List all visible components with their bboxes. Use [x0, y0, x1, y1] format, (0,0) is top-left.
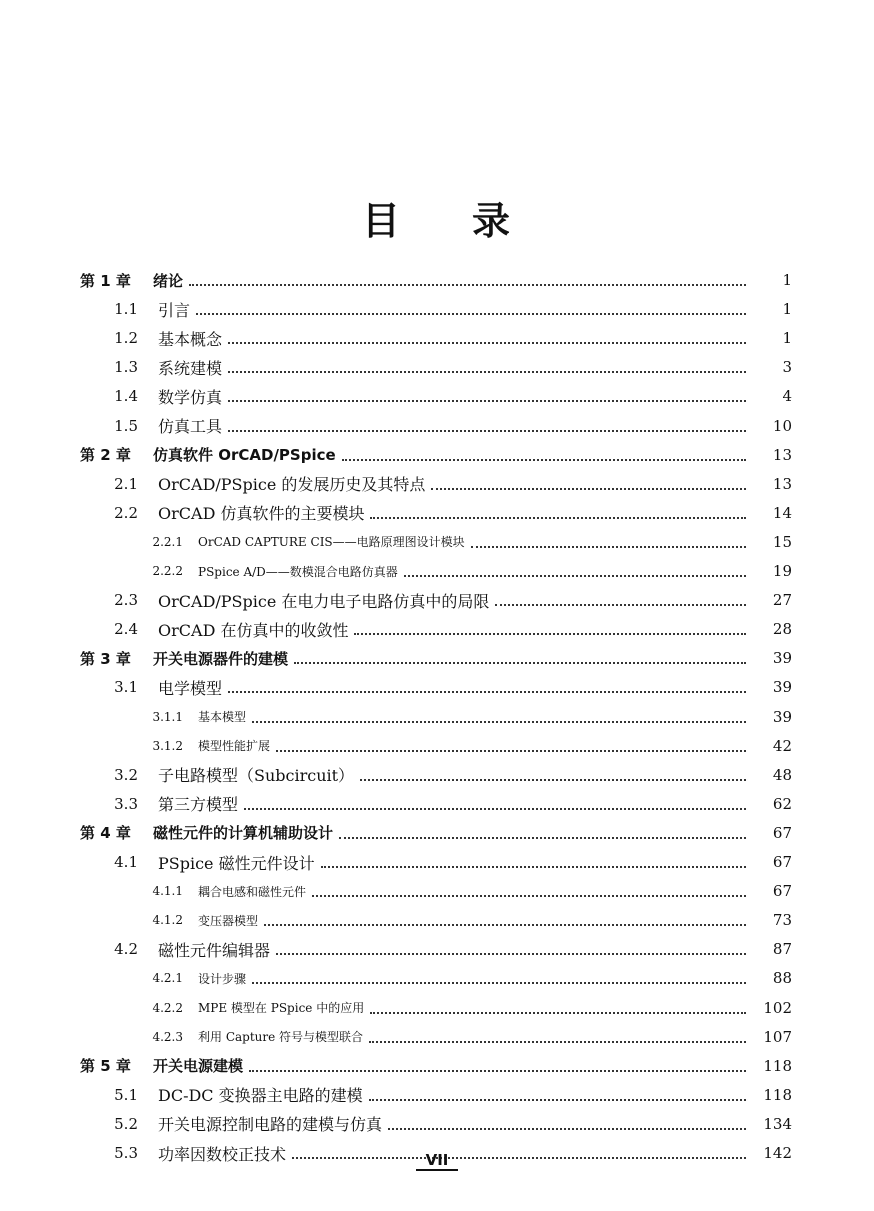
page-number: VII — [416, 1151, 459, 1171]
toc-entry-title: 耦合电感和磁性元件 — [198, 884, 307, 899]
toc-entry-page: 134 — [763, 1114, 792, 1133]
toc-entry-page: 28 — [772, 620, 792, 639]
toc-entry-page: 142 — [763, 1144, 792, 1162]
toc-entry-number: 2.3 — [114, 591, 138, 610]
toc-entry-sub — [0, 732, 874, 760]
toc-entry-sec — [0, 615, 874, 643]
dot-leader — [342, 459, 746, 461]
toc-entry-sec — [0, 1081, 874, 1109]
toc-entry-title: 引言 — [158, 300, 191, 320]
toc-entry-page: 118 — [763, 1056, 792, 1075]
toc-entry-page: 87 — [772, 940, 792, 959]
toc-entry-title: 数学仿真 — [158, 387, 223, 407]
toc-entry-number: 2.2.2 — [152, 564, 183, 578]
toc-entry-chapter — [0, 266, 874, 294]
toc-entry-page: 1 — [782, 271, 792, 289]
toc-entry-number: 1.4 — [114, 387, 138, 406]
toc-entry-page: 102 — [763, 998, 792, 1017]
toc-entry-page: 27 — [772, 591, 792, 610]
toc-entry-page: 13 — [772, 474, 792, 493]
toc-entry-number: 4.1.1 — [152, 884, 183, 899]
toc-entry-page: 14 — [772, 503, 792, 522]
page-title-right: 录 — [472, 199, 513, 243]
toc-entry-number: 2.2.1 — [152, 534, 183, 549]
dot-leader — [388, 1128, 746, 1130]
toc-entry-sec — [0, 324, 874, 352]
dot-leader — [196, 313, 746, 315]
toc-entry-number: 1.5 — [114, 416, 138, 435]
dot-leader — [369, 1041, 746, 1043]
toc-entry-chapter — [0, 819, 874, 847]
toc-entry-chapter — [0, 441, 874, 469]
toc-entry-title: 开关电源建模 — [153, 1057, 244, 1076]
toc-entry-number: 4.1 — [114, 853, 138, 871]
dot-leader — [244, 808, 746, 810]
toc-entry-title: DC-DC 变换器主电路的建模 — [158, 1086, 363, 1106]
toc-entry-page: 67 — [772, 853, 792, 871]
toc-entry-number: 第 2 章 — [80, 446, 131, 465]
toc-entry-number: 第 1 章 — [80, 271, 131, 290]
page-title-left: 目 — [361, 199, 402, 243]
dot-leader — [228, 342, 746, 344]
toc-entry-sec — [0, 412, 874, 440]
toc-entry-title: OrCAD/PSpice 在电力电子电路仿真中的局限 — [158, 591, 490, 611]
toc-entry-chapter — [0, 644, 874, 672]
toc-entry-number: 第 5 章 — [80, 1057, 131, 1076]
toc-entry-number: 4.1.2 — [152, 913, 183, 928]
dot-leader — [431, 488, 746, 490]
toc-entry-sub — [0, 1023, 874, 1051]
toc-entry-title: 变压器模型 — [198, 913, 259, 928]
toc-entry-sub — [0, 528, 874, 556]
toc-entry-sec — [0, 499, 874, 527]
toc-entry-page: 39 — [772, 707, 792, 726]
page-title — [0, 190, 874, 245]
toc-entry-title: 第三方模型 — [158, 795, 239, 815]
dot-leader — [404, 575, 746, 577]
toc-entry-title: OrCAD/PSpice 的发展历史及其特点 — [158, 475, 426, 495]
toc-entry-page: 73 — [772, 911, 792, 930]
toc-entry-number: 1.2 — [114, 329, 138, 348]
toc-entry-page: 67 — [772, 823, 792, 842]
dot-leader — [264, 924, 746, 926]
toc-entry-number: 4.2.3 — [152, 1029, 183, 1044]
toc-entry-title: PSpice 磁性元件设计 — [158, 853, 315, 873]
toc-entry-title: 开关电源器件的建模 — [153, 649, 289, 668]
toc-entry-title: MPE 模型在 PSpice 中的应用 — [198, 1001, 365, 1015]
toc-entry-title: 模型性能扩展 — [198, 739, 271, 754]
toc-entry-number: 5.1 — [114, 1085, 138, 1104]
toc-entry-sec — [0, 1110, 874, 1138]
dot-leader — [252, 982, 746, 984]
toc-entry-number: 第 4 章 — [80, 824, 131, 843]
toc-entry-title: 开关电源控制电路的建模与仿真 — [158, 1115, 383, 1135]
toc-entry-page: 67 — [772, 882, 792, 901]
dot-leader — [294, 662, 746, 664]
toc-entry-number: 3.1.2 — [152, 738, 183, 753]
toc-entry-number: 3.3 — [114, 794, 138, 813]
toc-entry-number: 2.4 — [114, 620, 138, 639]
toc-entry-title: 功率因数校正技术 — [158, 1144, 287, 1164]
toc-entry-sec — [0, 470, 874, 498]
toc-entry-page: 39 — [772, 678, 792, 697]
dot-leader — [321, 866, 746, 868]
toc-entry-sub — [0, 877, 874, 905]
toc-entry-number: 5.2 — [114, 1114, 138, 1133]
toc-entry-title: OrCAD 在仿真中的收敛性 — [158, 620, 349, 640]
toc-entry-page: 62 — [772, 794, 792, 813]
toc-entry-title: 系统建模 — [158, 358, 223, 378]
dot-leader — [370, 517, 746, 519]
dot-leader — [228, 400, 746, 402]
toc-entry-sec — [0, 761, 874, 789]
toc-entry-title: OrCAD CAPTURE CIS——电路原理图设计模块 — [198, 535, 465, 550]
toc-entry-page: 107 — [763, 1027, 792, 1046]
dot-leader — [228, 430, 746, 432]
toc-entry-title: 仿真工具 — [158, 417, 223, 436]
toc-entry-number: 1.1 — [114, 300, 138, 319]
toc-entry-number: 3.2 — [114, 765, 138, 784]
toc-entry-sec — [0, 673, 874, 701]
toc-entry-title: 绪论 — [153, 271, 184, 290]
toc-entry-number: 4.2.1 — [152, 971, 183, 986]
dot-leader — [189, 284, 746, 286]
toc-entry-page: 13 — [772, 445, 792, 464]
toc-entry-page: 3 — [782, 358, 792, 377]
toc-entry-page: 1 — [782, 300, 792, 319]
dot-leader — [276, 953, 746, 955]
dot-leader — [369, 1099, 746, 1101]
toc-entry-sub — [0, 557, 874, 585]
dot-leader — [339, 837, 746, 839]
dot-leader — [228, 691, 746, 693]
dot-leader — [228, 371, 746, 373]
toc-entry-title: PSpice A/D——数模混合电路仿真器 — [198, 564, 398, 579]
toc-entry-number: 2.2 — [114, 503, 138, 522]
toc-entry-sec — [0, 790, 874, 818]
dot-leader — [252, 721, 746, 723]
toc-entry-title: 设计步骤 — [198, 971, 247, 986]
toc-entry-page: 88 — [772, 969, 792, 988]
toc-entry-sec — [0, 935, 874, 963]
toc-entry-sec — [0, 848, 874, 876]
toc-entry-title: 基本模型 — [198, 710, 247, 724]
toc-entry-number: 2.1 — [114, 474, 138, 493]
toc-entry-title: 基本概念 — [158, 329, 223, 349]
toc-entry-sub — [0, 703, 874, 731]
toc-entry-page: 1 — [782, 329, 792, 348]
toc-entry-sub — [0, 964, 874, 992]
toc-entry-number: 第 3 章 — [80, 649, 131, 668]
toc-entry-sec — [0, 586, 874, 614]
dot-leader — [276, 750, 746, 752]
toc-entry-title: 磁性元件编辑器 — [158, 940, 271, 960]
toc-entry-sec — [0, 353, 874, 381]
dot-leader — [354, 633, 746, 635]
toc-entry-sec — [0, 295, 874, 323]
page-footer — [0, 1150, 874, 1171]
toc-entry-page: 19 — [772, 562, 792, 580]
toc-entry-number: 5.3 — [114, 1144, 138, 1162]
dot-leader — [370, 1012, 746, 1014]
toc-entry-title: OrCAD 仿真软件的主要模块 — [158, 504, 365, 524]
toc-entry-title: 磁性元件的计算机辅助设计 — [153, 824, 334, 843]
toc-entry-sec — [0, 382, 874, 410]
dot-leader — [495, 604, 746, 606]
toc-entry-sub — [0, 994, 874, 1022]
dot-leader — [471, 546, 746, 548]
toc-entry-number: 1.3 — [114, 358, 138, 377]
toc-entry-title: 电学模型 — [158, 678, 223, 698]
toc-entry-title: 利用 Capture 符号与模型联合 — [198, 1030, 364, 1045]
toc-entry-page: 48 — [772, 765, 792, 784]
toc-entry-sub — [0, 906, 874, 934]
dot-leader — [249, 1070, 746, 1072]
toc-entry-chapter — [0, 1052, 874, 1080]
dot-leader — [360, 779, 746, 781]
toc-entry-title: 子电路模型（Subcircuit） — [158, 766, 355, 786]
toc-entry-number: 4.2 — [114, 940, 138, 959]
toc-entry-title: 仿真软件 OrCAD/PSpice — [153, 446, 336, 465]
dot-leader — [312, 895, 746, 897]
toc-entry-page: 39 — [772, 649, 792, 668]
toc-entry-page: 15 — [772, 532, 792, 551]
toc-entry-number: 3.1.1 — [152, 709, 183, 724]
toc-entry-page: 10 — [772, 416, 792, 435]
toc-entry-number: 3.1 — [114, 678, 138, 697]
toc-entry-page: 118 — [763, 1085, 792, 1104]
toc-entry-number: 4.2.2 — [152, 1000, 183, 1015]
toc-entry-page: 4 — [782, 387, 792, 406]
toc-entry-page: 42 — [772, 736, 792, 755]
